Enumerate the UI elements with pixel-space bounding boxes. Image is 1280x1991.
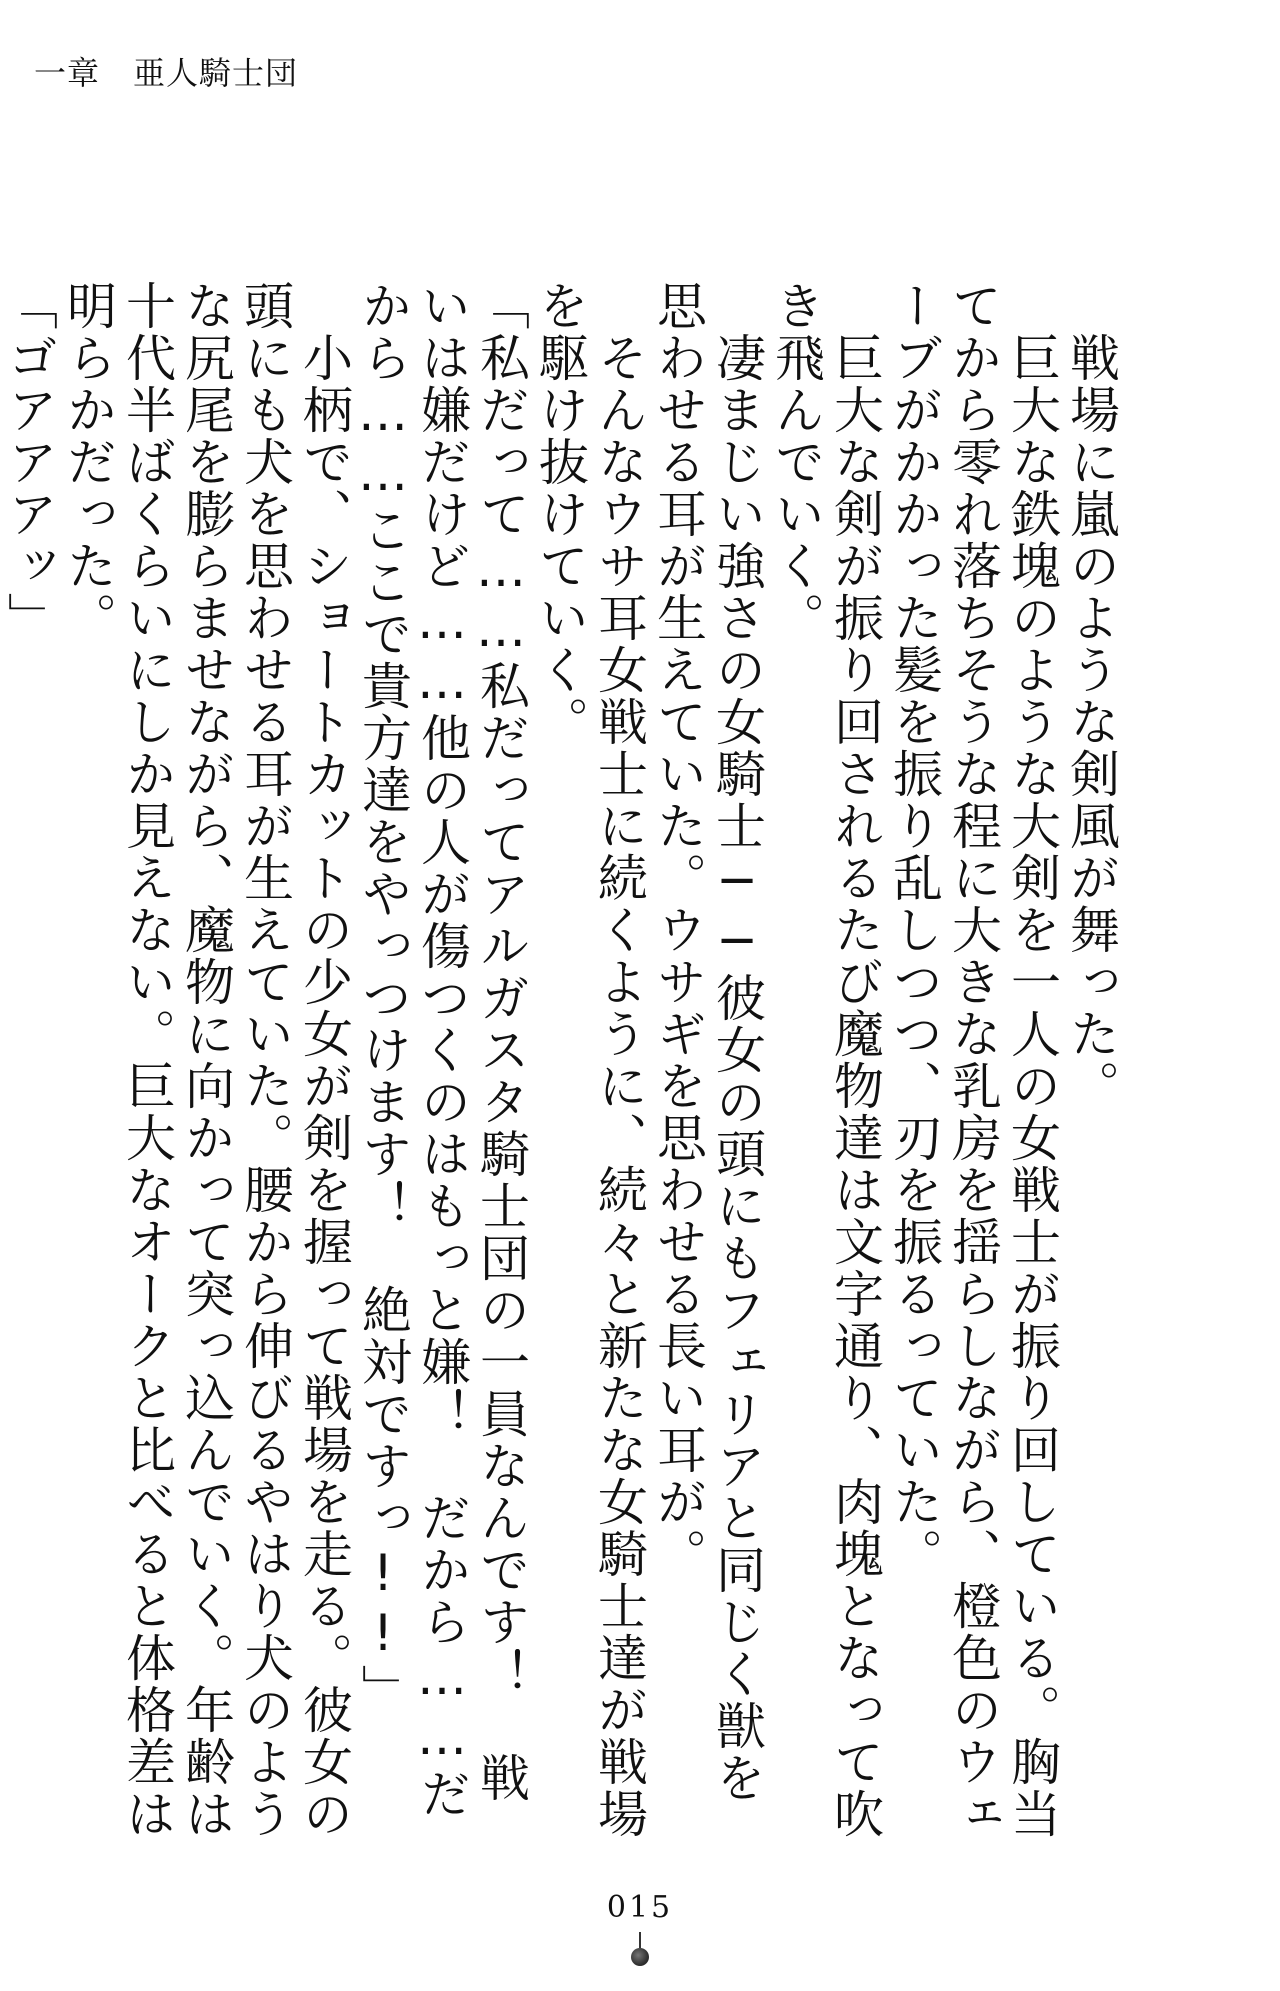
dialogue-paragraph: 「私だって……私だってアルガスタ騎士団の一員なんです！ 戦いは嫌だけど……他の人が傷つくのはもっと嫌！ だから……だから……ここで貴方達をやっつけます！ 絶対ですっ!!」 xyxy=(354,280,530,1820)
dialogue-paragraph: 「ゴアアアッ」 xyxy=(0,280,58,644)
paragraph: そんなウサ耳女戦士に続くように、続々と新たな女騎士達が戦場を駆け抜けていく。 xyxy=(531,280,648,1840)
paragraph: 巨大な鉄塊のような大剣を一人の女戦士が振り回している。胸当てから零れ落ちそうな程に大きな乳房を揺らしながら、橙色のウェーブがかかった髪を振り乱しつつ、刃を振るっていた。 xyxy=(885,280,1061,1840)
paragraph: 小柄で、ショートカットの少女が剣を握って戦場を走る。彼女の頭にも犬を思わせる耳が生えていた。腰から伸びるやはり犬のような尻尾を膨らませながら、魔物に向かって突っ込んでいく。年齢は十代半ばくらいにしか見えない。巨大なオークと比べると体格差は明らかだった。 xyxy=(59,280,353,1840)
page-number: 015 xyxy=(606,1890,674,1925)
page-ornament-icon xyxy=(631,1948,649,1966)
paragraph: 戦場に嵐のような剣風が舞った。 xyxy=(1062,280,1120,1112)
running-header: 一章 亜人騎士団 xyxy=(34,54,299,92)
paragraph: 凄まじい強さの女騎士──彼女の頭にもフェリアと同じく獣を思わせる耳が生えていた。ウサギを思わせる長い耳が。 xyxy=(649,280,766,1804)
page-ornament-stem xyxy=(639,1932,641,1948)
novel-body-text xyxy=(0,280,1120,1840)
paragraph: 巨大な剣が振り回されるたび魔物達は文字通り、肉塊となって吹き飛んでいく。 xyxy=(767,280,884,1840)
